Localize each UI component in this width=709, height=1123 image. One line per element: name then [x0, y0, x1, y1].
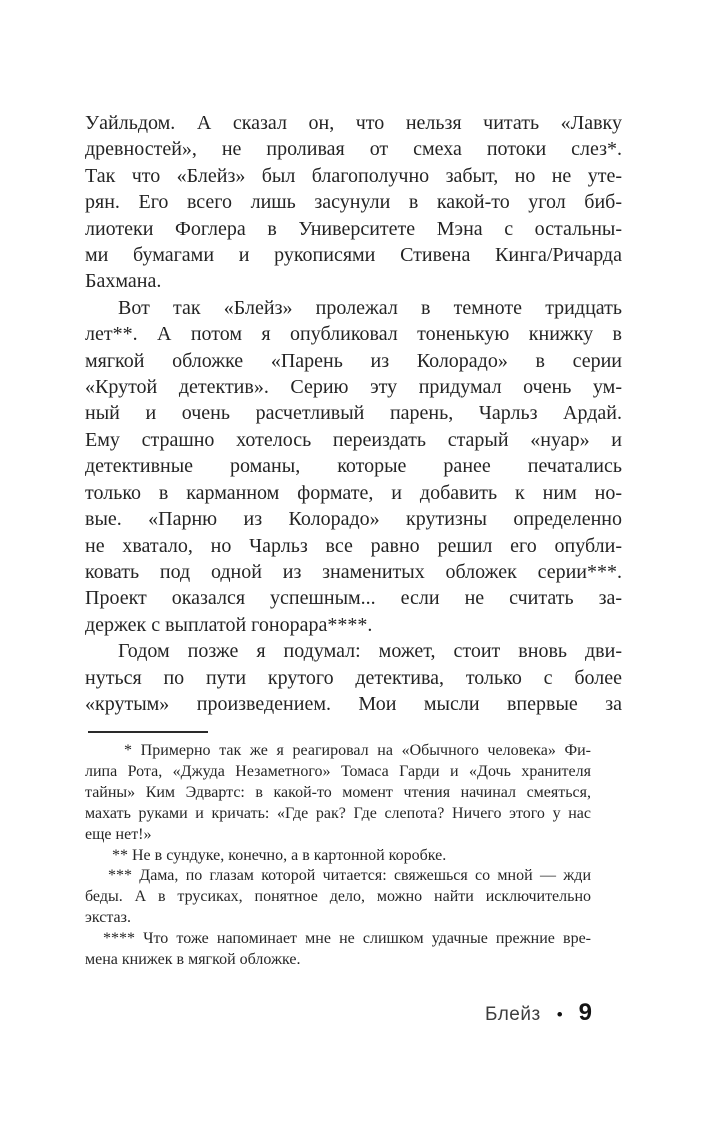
- page-footer: [485, 999, 592, 1027]
- body-line: мягкой обложке «Парень из Колорадо» в серии: [85, 349, 622, 372]
- body-line: детективные романы, которые ранее печатались: [85, 455, 622, 478]
- footnote: [85, 866, 591, 929]
- body-line: ный и очень расчетливый парень, Чарльз Ардай.: [85, 402, 622, 425]
- running-title: Блейз: [484, 1004, 541, 1025]
- footnote-line: беды. А в трусиках, понятное дело, можно найти исключительно: [85, 888, 591, 906]
- footnote-line: махать руками и кричать: «Где рак? Где слепота? Ничего этого у нас: [85, 804, 591, 822]
- body-line: Так что «Блейз» был благополучно забыт, но не уте-: [85, 164, 622, 187]
- body-line: рян. Его всего лишь засунули в какой-то угол биб-: [85, 191, 622, 214]
- body-line: лиотеки Фоглера в Университете Мэна с остальны-: [85, 217, 622, 240]
- footnote-line: экстаз.: [85, 909, 131, 927]
- body-line: Бахмана.: [85, 270, 162, 293]
- footnote-line: липа Рота, «Джуда Незаметного» Томаса Гарди и «Дочь хранителя: [85, 762, 591, 780]
- bullet-separator-icon: •: [556, 1005, 563, 1024]
- footnote: [85, 741, 591, 846]
- body-line: «Крутой детектив». Серию эту придумал очень ум-: [85, 376, 622, 399]
- body-line: «крутым» произведением. Мои мысли впервые за: [85, 692, 622, 715]
- paragraph: [85, 638, 622, 717]
- body-text: [85, 110, 622, 717]
- footnote-line: мена книжек в мягкой обложке.: [85, 951, 301, 969]
- body-line: Проект оказался успешным... если не считать за-: [85, 587, 622, 610]
- body-line: ми бумагами и рукописями Стивена Кинга/Ричарда: [85, 244, 622, 267]
- body-line: не хватало, но Чарльз все равно решил его опубли-: [85, 534, 622, 557]
- footnote-line: *** Дама, по глазам которой читается: свяжешься со мной — жди: [108, 867, 591, 885]
- body-line: вые. «Парню из Колорадо» крутизны определенно: [85, 508, 622, 531]
- footnote-line: **** Что тоже напоминает мне не слишком удачные прежние вре-: [103, 930, 591, 948]
- body-line: Уайльдом. А сказал он, что нельзя читать «Лавку: [85, 112, 622, 134]
- body-line: нуться по пути крутого детектива, только с более: [85, 666, 622, 689]
- body-line: ковать под одной из знаменитых обложек серии***.: [85, 560, 622, 583]
- body-line: Ему страшно хотелось переиздать старый «нуар» и: [85, 428, 622, 451]
- body-line: только в карманном формате, и добавить к ним но-: [85, 481, 622, 504]
- body-line: Годом позже я подумал: может, стоит вновь дви-: [118, 640, 622, 663]
- page-number: 9: [578, 999, 592, 1026]
- paragraph: [85, 110, 622, 295]
- footnotes-block: [85, 741, 591, 971]
- footnote: [85, 929, 591, 971]
- footnote-line: ** Не в сундуке, конечно, а в картонной коробке.: [112, 846, 447, 864]
- body-line: держек с выплатой гонорара****.: [85, 613, 373, 636]
- body-line: лет**. А потом я опубликовал тоненькую книжку в: [85, 323, 622, 346]
- paragraph: [85, 295, 622, 638]
- footnote-line: * Примерно так же я реагировал на «Обычного человека» Фи-: [124, 742, 591, 759]
- footnote: [85, 846, 591, 867]
- footnote-line: еще нет!»: [85, 825, 152, 843]
- body-line: Вот так «Блейз» пролежал в темноте тридцать: [118, 296, 622, 319]
- footnote-separator-rule: [88, 731, 208, 733]
- body-line: древностей», не проливая от смеха потоки слез*.: [85, 138, 622, 161]
- footnote-line: тайны» Ким Эдвартс: в какой-то момент чтения начинал смеяться,: [85, 783, 591, 801]
